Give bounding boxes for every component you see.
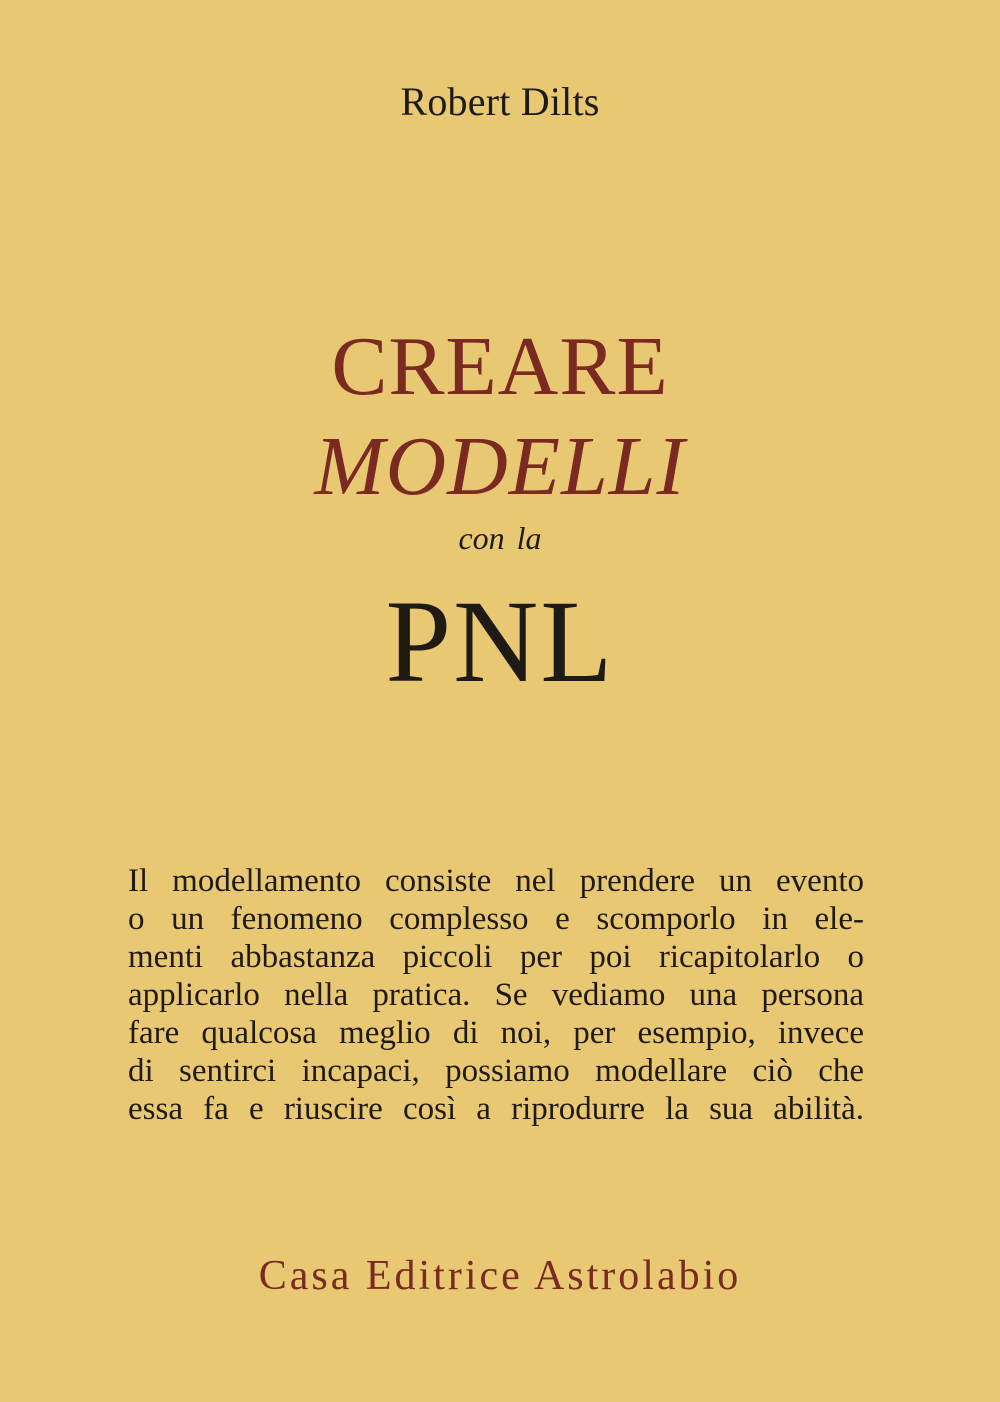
title-creare: CREARE bbox=[331, 320, 669, 413]
blurb-line: applicarlo nella pratica. Se vediamo una persona bbox=[128, 977, 864, 1013]
title-pnl: PNL bbox=[385, 576, 615, 707]
blurb-line: Il modellamento consiste nel prendere un evento bbox=[128, 863, 864, 899]
blurb-line: fare qualcosa meglio di noi, per esempio, invece bbox=[128, 1015, 864, 1051]
title-modelli: MODELLI bbox=[314, 420, 686, 513]
author-name: Robert Dilts bbox=[400, 79, 600, 124]
title-connector: con la bbox=[458, 520, 542, 556]
blurb-line: menti abbastanza piccoli per poi ricapitolarlo o bbox=[128, 939, 864, 975]
publisher-name: Casa Editrice Astrolabio bbox=[258, 1253, 742, 1299]
blurb-line: di sentirci incapaci, possiamo modellare ciò che bbox=[128, 1053, 864, 1089]
blurb-line: essa fa e riuscire così a riprodurre la sua abilità. bbox=[128, 1091, 864, 1127]
blurb-line: o un fenomeno complesso e scomporlo in ele- bbox=[128, 901, 864, 937]
blurb-paragraph bbox=[128, 862, 864, 1128]
